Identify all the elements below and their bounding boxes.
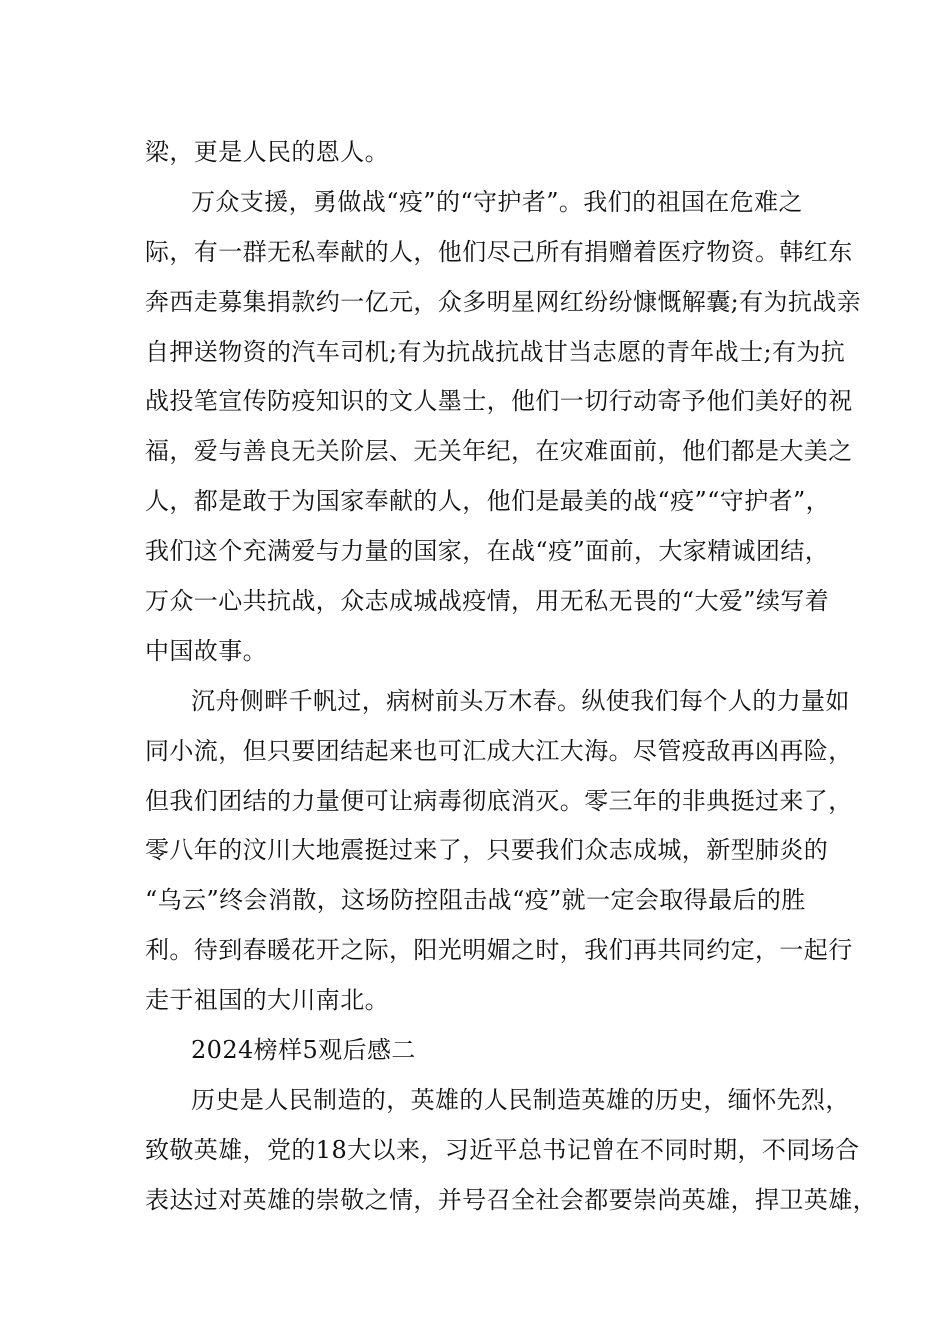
- text-line: 战投笔宣传防疫知识的文人墨士，他们一切行动寄予他们美好的祝: [145, 387, 853, 416]
- text-line: 零八年的汶川大地震挺过来了，只要我们众志成城，新型肺炎的: [145, 836, 829, 865]
- text-line: 中国故事。: [145, 636, 267, 665]
- text-line: 梁，更是人民的恩人。: [145, 138, 389, 166]
- text-line: 致敬英雄，党的18大以来，习近平总书记曾在不同时期，不同场合: [145, 1135, 860, 1164]
- text-line: 利。待到春暖花开之际，阳光明媚之时，我们再共同约定，一起行: [145, 936, 853, 965]
- text-line: 万众一心共抗战，众志成城战疫情，用无私无畏的“大爱”续写着: [145, 587, 830, 616]
- text-line: “乌云”终会消散，这场防控阻击战“疫”就一定会取得最后的胜: [145, 886, 806, 915]
- text-line: 表达过对英雄的崇敬之情，并号召全社会都要崇尚英雄，捍卫英雄，: [145, 1185, 877, 1214]
- text-line: 万众支援，勇做战“疫”的“守护者”。我们的祖国在危难之: [191, 187, 803, 216]
- text-line: 我们这个充满爱与力量的国家，在战“疫”面前，大家精诚团结，: [145, 537, 830, 566]
- text-line: 福，爱与善良无关阶层、无关年纪，在灾难面前，他们都是大美之: [145, 437, 853, 466]
- text-line: 际，有一群无私奉献的人，他们尽己所有捐赠着医疗物资。韩红东: [145, 237, 853, 266]
- text-line: 但我们团结的力量便可让病毒彻底消灭。零三年的非典挺过来了，: [145, 786, 853, 815]
- document-body: [145, 128, 877, 1226]
- text-line: 自押送物资的汽车司机;有为抗战抗战甘当志愿的青年战士;有为抗: [145, 337, 846, 366]
- text-line: 历史是人民制造的，英雄的人民制造英雄的历史，缅怀先烈，: [191, 1085, 850, 1114]
- text-line: 走于祖国的大川南北。: [145, 986, 389, 1015]
- text-line: 奔西走募集捐款约一亿元，众多明星网红纷纷慷慨解囊;有为抗战亲: [145, 287, 862, 316]
- text-line: 同小流，但只要团结起来也可汇成大江大海。尽管疫敌再凶再险，: [145, 736, 853, 765]
- text-line: 人，都是敢于为国家奉献的人，他们是最美的战“疫”“守护者”，: [145, 487, 831, 516]
- text-line: 2024榜样5观后感二: [191, 1036, 416, 1065]
- text-line: 沉舟侧畔千帆过，病树前头万木春。纵使我们每个人的力量如: [191, 686, 850, 715]
